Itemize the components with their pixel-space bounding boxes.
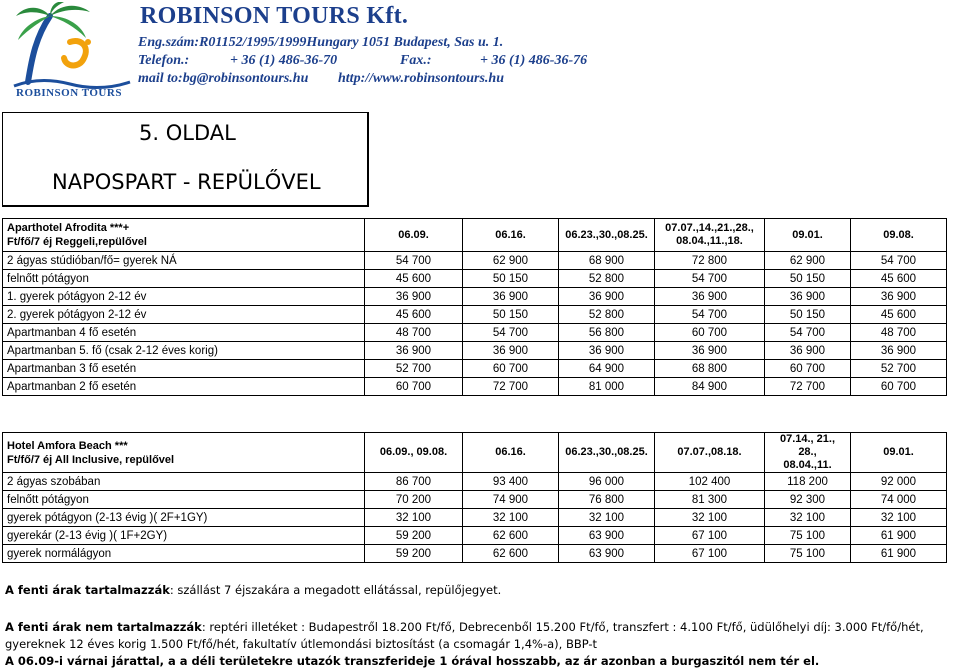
- price-cell: 32 100: [365, 509, 463, 527]
- price-cell: 48 700: [365, 324, 463, 342]
- fax-number: + 36 (1) 486-36-76: [480, 53, 588, 68]
- date-header-text: 09.01.: [792, 228, 823, 241]
- price-cell: 59 200: [365, 545, 463, 563]
- price-cell: 45 600: [365, 306, 463, 324]
- date-header-text: 06.23.,30.,08.25.: [565, 228, 648, 241]
- row-label: gyerek normálágyon: [3, 545, 365, 563]
- price-cell: 45 600: [365, 270, 463, 288]
- amfora-hotel-cell: [3, 433, 365, 473]
- price-cell: 52 700: [851, 360, 947, 378]
- excludes-text: : reptéri illetéket : Budapestről 18.200 Ft/fő, Debrecenből 15.200 Ft/fő, transzfert : 4.100 Ft/fő, üdülőhelyi díj: 3.000 Ft/fő/hét, gyereknek 12 éves korig 1.500 Ft/fő/hét, fakultatív útlemondási biztosítást (a csomagár 1,4%-a), BBP-t: [5, 620, 924, 651]
- price-cell: 32 100: [463, 509, 559, 527]
- date-header-text: 06.16.: [495, 446, 526, 458]
- board-subtitle: Ft/fő/7 éj Reggeli,repülővel: [7, 236, 147, 248]
- row-label: Apartmanban 5. fő (csak 2-12 éves korig): [3, 342, 365, 360]
- table-row: [3, 306, 947, 324]
- price-cell: 36 900: [559, 342, 655, 360]
- price-cell: 68 900: [559, 252, 655, 270]
- excludes-note: [5, 619, 955, 653]
- price-cell: 50 150: [765, 306, 851, 324]
- price-cell: 84 900: [655, 378, 765, 396]
- title-box: [2, 112, 369, 207]
- date-header-text: 07.07.,14.,21.,28., 08.04.,11.,18.: [665, 222, 754, 247]
- price-cell: 36 900: [851, 288, 947, 306]
- logo-text: ROBINSON TOURS: [16, 87, 122, 99]
- table-row: [3, 473, 947, 491]
- date-header: [765, 433, 851, 473]
- date-header: [463, 219, 559, 252]
- table-row: [3, 527, 947, 545]
- price-cell: 32 100: [851, 509, 947, 527]
- price-cell: 36 900: [559, 288, 655, 306]
- price-cell: 36 900: [365, 342, 463, 360]
- transfer-note: A 06.09-i várnai járattal, a a déli területekre utazók transzferideje 1 órával hosszabb, az ár azonban a burgaszitól nem tér el.: [5, 654, 820, 668]
- date-header: [365, 433, 463, 473]
- price-cell: 72 700: [463, 378, 559, 396]
- table-row: [3, 509, 947, 527]
- price-cell: 67 100: [655, 545, 765, 563]
- price-cell: 60 700: [765, 360, 851, 378]
- price-cell: 74 000: [851, 491, 947, 509]
- date-header: [655, 219, 765, 252]
- afrodita-header-row: [3, 219, 947, 252]
- price-cell: 75 100: [765, 527, 851, 545]
- price-cell: 36 900: [851, 342, 947, 360]
- price-cell: 76 800: [559, 491, 655, 509]
- date-header: [851, 219, 947, 252]
- row-label: 2 ágyas stúdióban/fő= gyerek NÁ: [3, 252, 365, 270]
- date-header: [365, 219, 463, 252]
- date-header: [851, 433, 947, 473]
- row-label: Apartmanban 2 fő esetén: [3, 378, 365, 396]
- price-cell: 52 700: [365, 360, 463, 378]
- date-header-text: 07.14., 21., 28., 08.04.,11.: [779, 433, 836, 471]
- price-cell: 36 900: [655, 288, 765, 306]
- price-cell: 96 000: [559, 473, 655, 491]
- price-cell: 36 900: [765, 288, 851, 306]
- price-cell: 61 900: [851, 527, 947, 545]
- price-cell: 54 700: [765, 324, 851, 342]
- hotel-name: Hotel Amfora Beach ***: [7, 439, 128, 452]
- table-row: [3, 491, 947, 509]
- date-header-text: 06.09.: [398, 228, 429, 241]
- date-header-text: 06.16.: [495, 228, 526, 241]
- price-cell: 74 900: [463, 491, 559, 509]
- date-header-text: 06.23.,30.,08.25.: [565, 446, 648, 458]
- table-row: [3, 378, 947, 396]
- hotel-name: Aparthotel Afrodita ***+: [7, 222, 130, 234]
- price-cell: 52 800: [559, 306, 655, 324]
- date-header-text: 09.08.: [883, 228, 914, 241]
- price-cell: 54 700: [463, 324, 559, 342]
- price-cell: 60 700: [655, 324, 765, 342]
- row-label: 1. gyerek pótágyon 2-12 év: [3, 288, 365, 306]
- price-cell: 52 800: [559, 270, 655, 288]
- price-cell: 36 900: [655, 342, 765, 360]
- excludes-label: A fenti árak nem tartalmazzák: [5, 620, 202, 634]
- date-header: [655, 433, 765, 473]
- price-cell: 92 000: [851, 473, 947, 491]
- price-cell: 56 800: [559, 324, 655, 342]
- price-cell: 67 100: [655, 527, 765, 545]
- contact-line: [138, 71, 504, 87]
- price-cell: 102 400: [655, 473, 765, 491]
- price-cell: 59 200: [365, 527, 463, 545]
- price-cell: 36 900: [463, 288, 559, 306]
- date-header: [765, 219, 851, 252]
- row-label: felnőtt pótágyon: [3, 491, 365, 509]
- page-title: NAPOSPART - REPÜLŐVEL: [52, 170, 321, 194]
- price-cell: 45 600: [851, 306, 947, 324]
- company-name: ROBINSON TOURS Kft.: [140, 3, 409, 29]
- phone-number: + 36 (1) 486-36-70: [230, 53, 338, 68]
- price-cell: 50 150: [463, 270, 559, 288]
- amfora-header-row: [3, 433, 947, 473]
- table-row: [3, 360, 947, 378]
- price-cell: 48 700: [851, 324, 947, 342]
- price-cell: 32 100: [559, 509, 655, 527]
- date-header-text: 07.07.,08.18.: [677, 446, 742, 458]
- price-cell: 68 800: [655, 360, 765, 378]
- price-cell: 62 900: [463, 252, 559, 270]
- price-cell: 63 900: [559, 545, 655, 563]
- date-header: [559, 433, 655, 473]
- price-cell: 61 900: [851, 545, 947, 563]
- date-header-text: 06.09., 09.08.: [379, 446, 448, 458]
- price-cell: 50 150: [765, 270, 851, 288]
- row-label: gyerekár (2-13 évig )( 1F+2GY): [3, 527, 365, 545]
- registration-line: Eng.szám:R01152/1995/1999Hungary 1051 Budapest, Sas u. 1.: [138, 35, 504, 50]
- table-row: [3, 270, 947, 288]
- price-cell: 62 600: [463, 545, 559, 563]
- price-cell: 32 100: [765, 509, 851, 527]
- price-cell: 72 800: [655, 252, 765, 270]
- price-cell: 36 900: [463, 342, 559, 360]
- row-label: gyerek pótágyon (2-13 évig )( 2F+1GY): [3, 509, 365, 527]
- board-subtitle: Ft/fő/7 éj All Inclusive, repülővel: [7, 453, 175, 466]
- price-cell: 60 700: [463, 360, 559, 378]
- table-row: [3, 545, 947, 563]
- price-cell: 50 150: [463, 306, 559, 324]
- date-header-text: 09.01.: [883, 446, 914, 458]
- price-cell: 45 600: [851, 270, 947, 288]
- row-label: 2 ágyas szobában: [3, 473, 365, 491]
- includes-label: A fenti árak tartalmazzák: [5, 583, 170, 597]
- phone-label: Telefon.:: [138, 53, 190, 68]
- table-row: [3, 324, 947, 342]
- table-row: [3, 288, 947, 306]
- includes-text: : szállást 7 éjszakára a megadott ellátással, repülőjegyet.: [169, 583, 502, 597]
- price-cell: 118 200: [765, 473, 851, 491]
- includes-note: [5, 582, 955, 599]
- price-cell: 36 900: [365, 288, 463, 306]
- table-row: [3, 252, 947, 270]
- phone-fax-line: [138, 53, 587, 69]
- price-cell: 54 700: [655, 306, 765, 324]
- price-cell: 36 900: [765, 342, 851, 360]
- row-label: Apartmanban 3 fő esetén: [3, 360, 365, 378]
- price-table-afrodita: [2, 218, 947, 396]
- price-cell: 81 000: [559, 378, 655, 396]
- date-header: [559, 219, 655, 252]
- afrodita-hotel-cell: [3, 219, 365, 252]
- price-cell: 62 600: [463, 527, 559, 545]
- price-cell: 32 100: [655, 509, 765, 527]
- price-cell: 70 200: [365, 491, 463, 509]
- price-cell: 64 900: [559, 360, 655, 378]
- row-label: Apartmanban 4 fő esetén: [3, 324, 365, 342]
- email-link[interactable]: mail to:bg@robinsontours.hu: [138, 71, 309, 86]
- website-link[interactable]: http://www.robinsontours.hu: [338, 71, 505, 86]
- table-row: [3, 342, 947, 360]
- price-cell: 54 700: [851, 252, 947, 270]
- price-cell: 92 300: [765, 491, 851, 509]
- price-cell: 54 700: [655, 270, 765, 288]
- price-cell: 72 700: [765, 378, 851, 396]
- fax-label: Fax.:: [400, 53, 432, 68]
- page-number: 5. OLDAL: [139, 121, 236, 145]
- price-cell: 93 400: [463, 473, 559, 491]
- price-table-amfora: [2, 432, 947, 563]
- price-cell: 54 700: [365, 252, 463, 270]
- price-cell: 63 900: [559, 527, 655, 545]
- row-label: felnőtt pótágyon: [3, 270, 365, 288]
- price-cell: 60 700: [851, 378, 947, 396]
- date-header: [463, 433, 559, 473]
- row-label: 2. gyerek pótágyon 2-12 év: [3, 306, 365, 324]
- price-cell: 60 700: [365, 378, 463, 396]
- price-cell: 75 100: [765, 545, 851, 563]
- price-cell: 62 900: [765, 252, 851, 270]
- price-cell: 81 300: [655, 491, 765, 509]
- price-cell: 86 700: [365, 473, 463, 491]
